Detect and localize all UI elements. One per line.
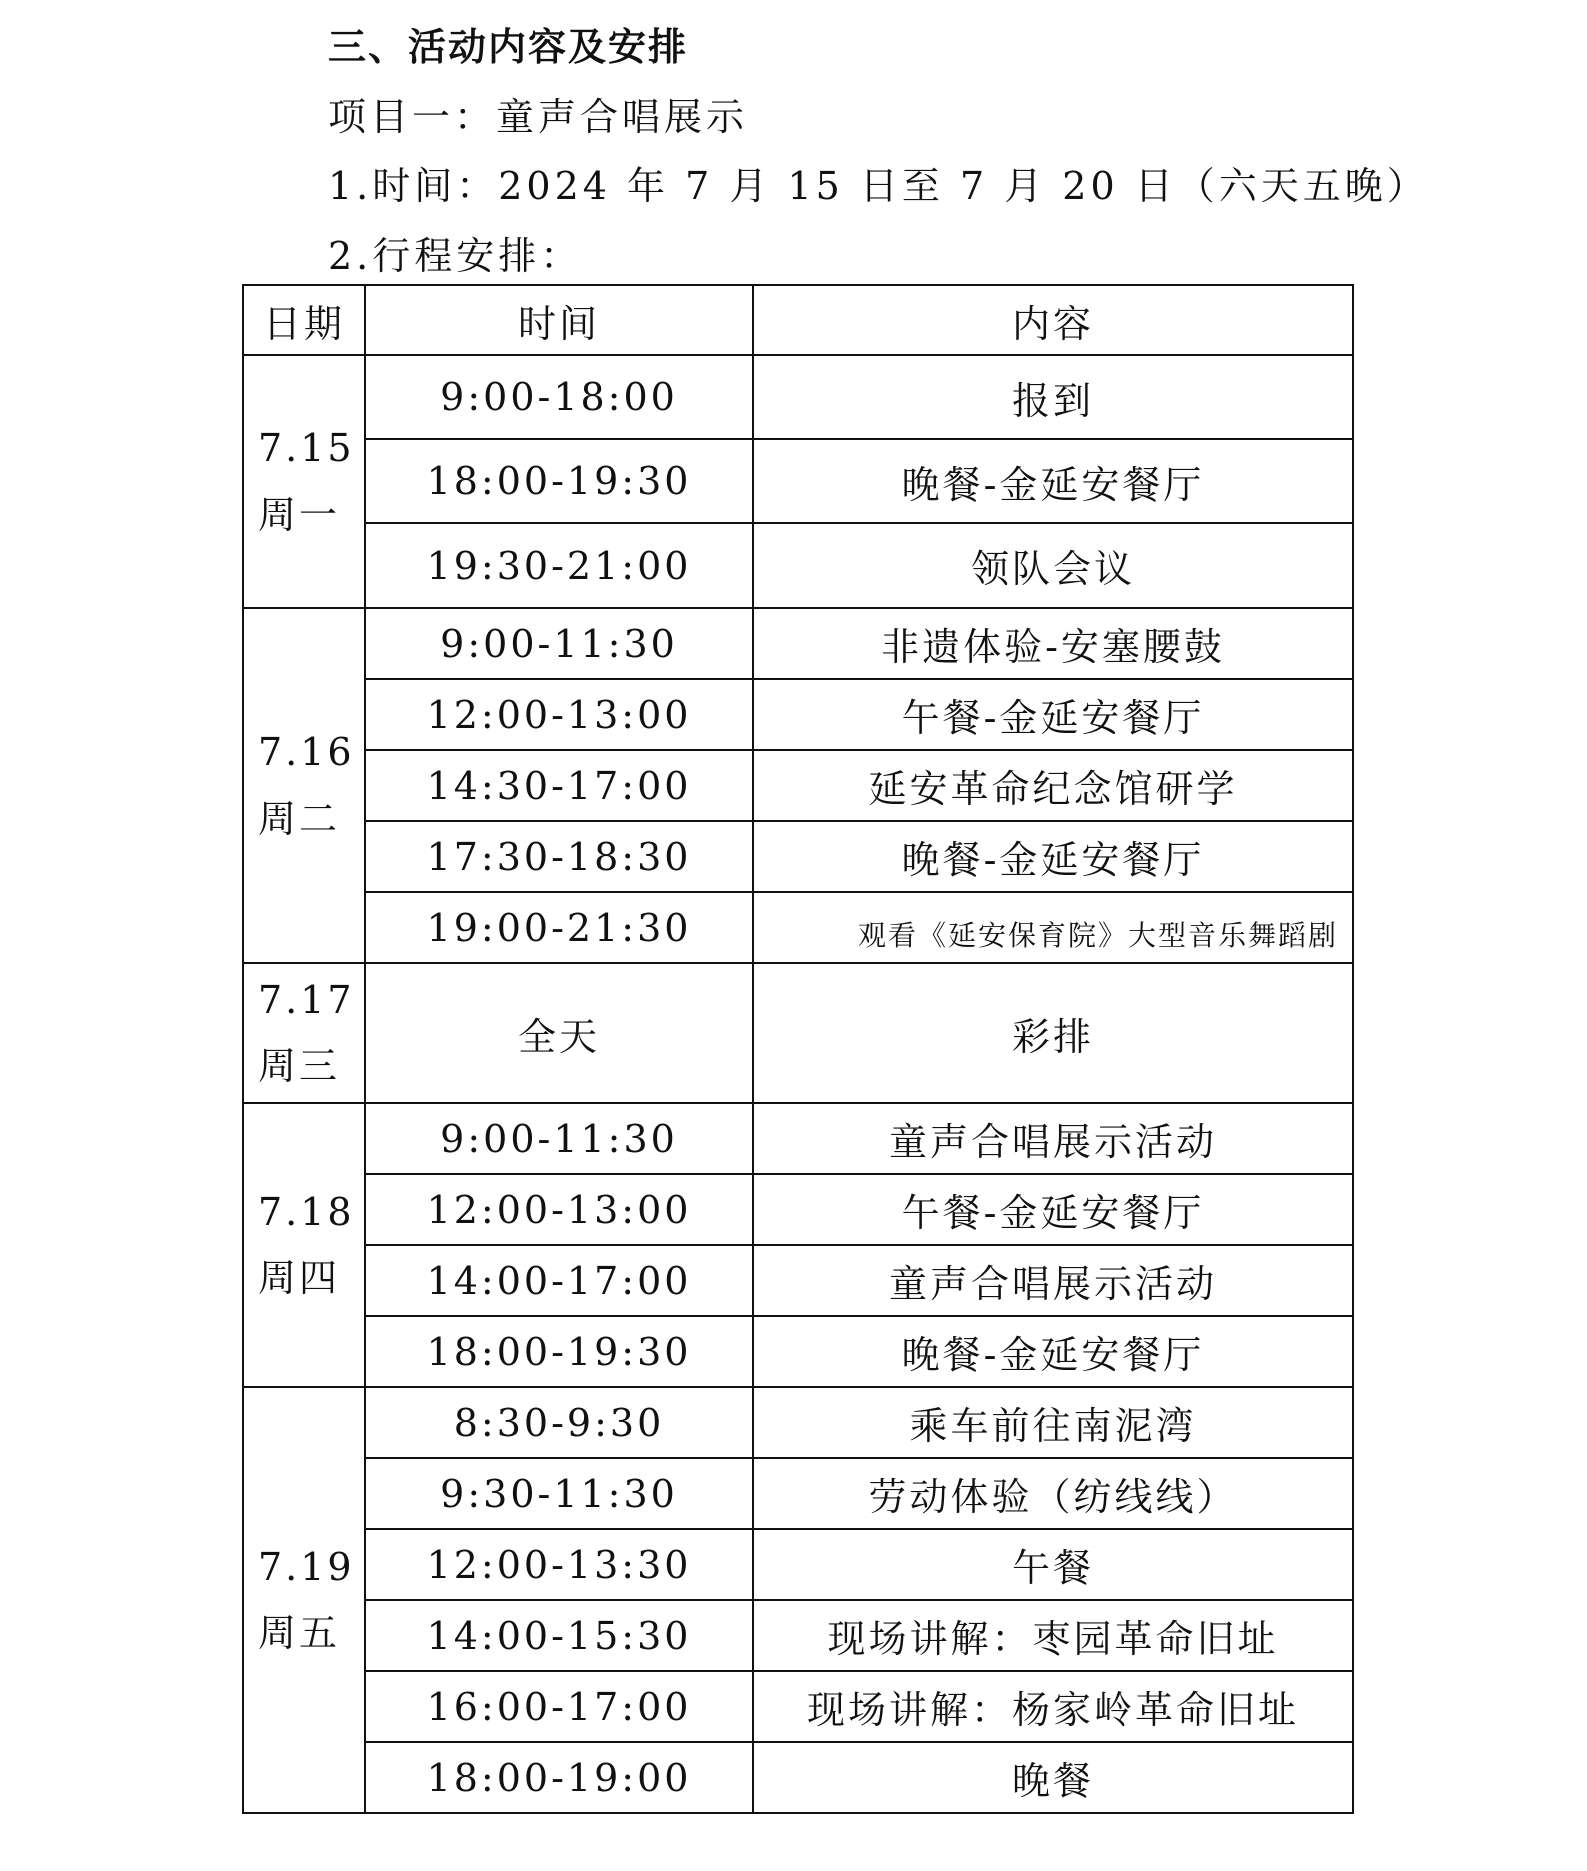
time-cell: 19:30-21:00 xyxy=(365,523,753,608)
time-cell: 12:00-13:00 xyxy=(365,679,753,750)
date-cell xyxy=(243,355,365,608)
time-cell: 18:00-19:30 xyxy=(365,1316,753,1387)
table-row xyxy=(243,1103,1353,1174)
schedule-table xyxy=(242,284,1354,1814)
time-cell: 8:30-9:30 xyxy=(365,1387,753,1458)
time-cell: 14:00-17:00 xyxy=(365,1245,753,1316)
content-cell: 彩排 xyxy=(753,963,1353,1103)
time-cell: 全天 xyxy=(365,963,753,1103)
table-row xyxy=(243,892,1353,963)
date-value: 7.18 xyxy=(258,1189,355,1234)
content-cell: 晚餐-金延安餐厅 xyxy=(753,439,1353,523)
table-row xyxy=(243,355,1353,439)
table-row xyxy=(243,750,1353,821)
content-cell: 童声合唱展示活动 xyxy=(753,1103,1353,1174)
time-cell: 17:30-18:30 xyxy=(365,821,753,892)
content-cell: 延安革命纪念馆研学 xyxy=(753,750,1353,821)
weekday-value: 周三 xyxy=(258,1044,341,1088)
table-row xyxy=(243,1387,1353,1458)
table-row xyxy=(243,1316,1353,1387)
content-cell: 现场讲解：枣园革命旧址 xyxy=(753,1600,1353,1671)
content-cell: 晚餐 xyxy=(753,1742,1353,1813)
time-cell: 9:00-18:00 xyxy=(365,355,753,439)
content-cell: 领队会议 xyxy=(753,523,1353,608)
table-row xyxy=(243,1671,1353,1742)
time-cell: 12:00-13:30 xyxy=(365,1529,753,1600)
section-heading: 三、活动内容及安排 xyxy=(328,25,689,69)
weekday-value: 周一 xyxy=(258,492,341,537)
table-row xyxy=(243,1742,1353,1813)
content-cell: 报到 xyxy=(753,355,1353,439)
table-row xyxy=(243,608,1353,679)
time-cell: 9:00-11:30 xyxy=(365,608,753,679)
table-row xyxy=(243,1458,1353,1529)
table-row xyxy=(243,821,1353,892)
date-cell xyxy=(243,608,365,963)
weekday-value: 周五 xyxy=(258,1611,341,1655)
table-row xyxy=(243,439,1353,523)
content-cell: 晚餐-金延安餐厅 xyxy=(753,1316,1353,1387)
table-row xyxy=(243,523,1353,608)
time-cell: 9:30-11:30 xyxy=(365,1458,753,1529)
table-row xyxy=(243,679,1353,750)
date-value: 7.17 xyxy=(258,977,355,1022)
time-line: 1.时间：2024 年 7 月 15 日至 7 月 20 日（六天五晚） xyxy=(328,164,1429,208)
time-cell: 12:00-13:00 xyxy=(365,1174,753,1245)
time-cell: 18:00-19:00 xyxy=(365,1742,753,1813)
header-time: 时间 xyxy=(365,285,753,355)
date-value: 7.16 xyxy=(258,730,355,774)
weekday-value: 周四 xyxy=(258,1256,341,1300)
date-cell xyxy=(243,963,365,1103)
table-header-row xyxy=(243,285,1353,355)
schedule-label: 2.行程安排： xyxy=(328,234,583,278)
content-cell: 午餐-金延安餐厅 xyxy=(753,1174,1353,1245)
table-row xyxy=(243,1245,1353,1316)
table-row xyxy=(243,1529,1353,1600)
content-cell: 现场讲解：杨家岭革命旧址 xyxy=(753,1671,1353,1742)
content-cell: 非遗体验-安塞腰鼓 xyxy=(753,608,1353,679)
content-cell: 观看《延安保育院》大型音乐舞蹈剧 xyxy=(753,892,1353,963)
header-date: 日期 xyxy=(243,285,365,355)
content-cell: 晚餐-金延安餐厅 xyxy=(753,821,1353,892)
content-cell: 午餐-金延安餐厅 xyxy=(753,679,1353,750)
date-cell xyxy=(243,1103,365,1387)
date-value: 7.19 xyxy=(258,1544,355,1589)
date-value: 7.15 xyxy=(258,426,355,470)
table-row xyxy=(243,963,1353,1103)
time-cell: 14:00-15:30 xyxy=(365,1600,753,1671)
time-cell: 14:30-17:00 xyxy=(365,750,753,821)
header-content: 内容 xyxy=(753,285,1353,355)
time-cell: 19:00-21:30 xyxy=(365,892,753,963)
table-row xyxy=(243,1174,1353,1245)
time-cell: 16:00-17:00 xyxy=(365,1671,753,1742)
content-cell: 乘车前往南泥湾 xyxy=(753,1387,1353,1458)
project-title: 项目一：童声合唱展示 xyxy=(328,95,749,139)
date-cell xyxy=(243,1387,365,1813)
time-cell: 9:00-11:30 xyxy=(365,1103,753,1174)
time-cell: 18:00-19:30 xyxy=(365,439,753,523)
content-cell: 午餐 xyxy=(753,1529,1353,1600)
content-cell: 童声合唱展示活动 xyxy=(753,1245,1353,1316)
content-cell: 劳动体验（纺线线） xyxy=(753,1458,1353,1529)
table-row xyxy=(243,1600,1353,1671)
weekday-value: 周二 xyxy=(258,796,341,841)
